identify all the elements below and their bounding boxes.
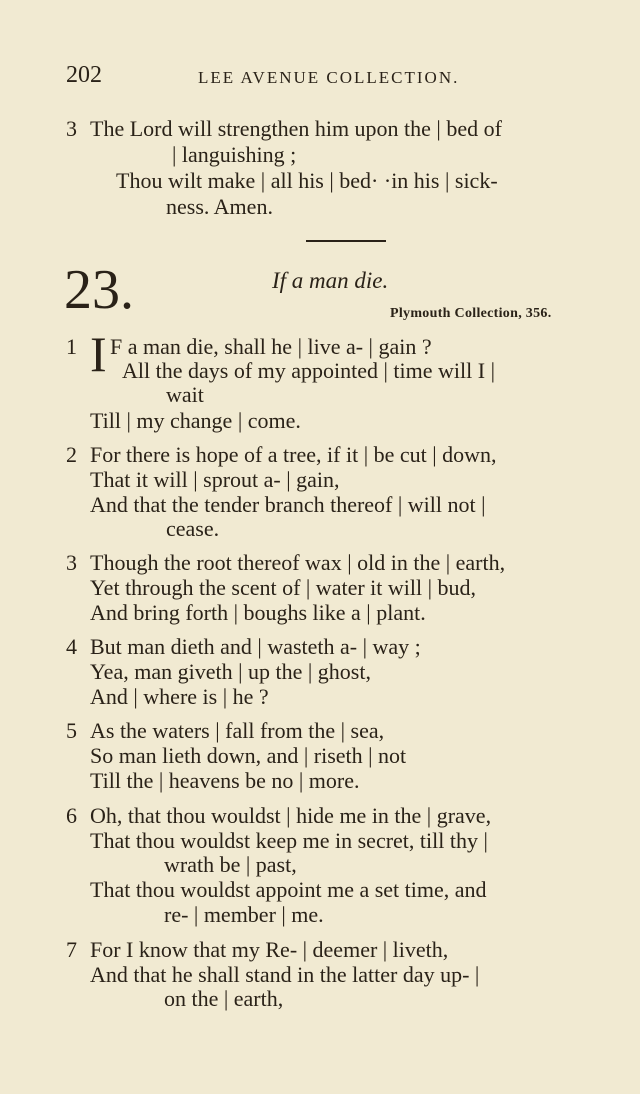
verse-line: So man lieth down, and | riseth | not xyxy=(90,743,407,768)
verse-line: But man dieth and | wasteth a- | way ; xyxy=(90,634,421,659)
prev-verse-number: 3 xyxy=(66,116,77,141)
verse-line: Though the root thereof wax | old in the | earth, xyxy=(90,550,506,575)
verse-number: 5 xyxy=(66,718,77,743)
verse-line: cease. xyxy=(166,516,220,541)
hymn-title: If a man die. xyxy=(272,268,389,293)
verse-line: And that he shall stand in the latter day up- | xyxy=(90,962,480,987)
prev-verse-line: ness. Amen. xyxy=(166,194,273,219)
verse-number: 1 xyxy=(66,334,77,359)
verse-line: And bring forth | boughs like a | plant. xyxy=(90,600,426,625)
drop-cap: I xyxy=(90,326,107,382)
verse-line: Yea, man giveth | up the | ghost, xyxy=(90,659,371,684)
verse-line: That it will | sprout a- | gain, xyxy=(90,467,340,492)
verse-line: F a man die, shall he | live a- | gain ? xyxy=(110,334,432,359)
verse-line: re- | member | me. xyxy=(164,902,324,927)
verse-line: Till the | heavens be no | more. xyxy=(90,768,360,793)
verse-number: 6 xyxy=(66,803,77,828)
verse-line: Yet through the scent of | water it will | bud, xyxy=(90,575,477,600)
verse-line: And that the tender branch thereof | will not | xyxy=(90,492,486,517)
prev-verse-line: The Lord will strengthen him upon the | bed of xyxy=(90,116,502,141)
prev-verse-line: Thou wilt make | all his | bed· ·in his | sick- xyxy=(116,168,498,193)
hymn-source: Plymouth Collection, 356. xyxy=(390,306,552,321)
page-header xyxy=(66,62,626,92)
verse-line: That thou wouldst keep me in secret, till thy | xyxy=(90,828,488,853)
verse-line: wrath be | past, xyxy=(164,852,297,877)
running-title: LEE AVENUE COLLECTION. xyxy=(198,68,460,87)
hymn-number: 23. xyxy=(64,259,134,321)
prev-verse-line: | languishing ; xyxy=(172,142,297,167)
section-divider xyxy=(306,240,386,242)
verse-line: Oh, that thou wouldst | hide me in the | grave, xyxy=(90,803,492,828)
verse-number: 3 xyxy=(66,550,77,575)
verse-number: 2 xyxy=(66,442,77,467)
verse-line: For I know that my Re- | deemer | liveth, xyxy=(90,937,449,962)
verse-line: wait xyxy=(166,382,204,407)
page-number: 202 xyxy=(66,62,102,88)
verse-line: For there is hope of a tree, if it | be cut | down, xyxy=(90,442,497,467)
verse-line: That thou wouldst appoint me a set time, and xyxy=(90,877,487,902)
verse-line: As the waters | fall from the | sea, xyxy=(90,718,385,743)
verse-line: on the | earth, xyxy=(164,986,284,1011)
verse-line: Till | my change | come. xyxy=(90,408,301,433)
verse-number: 7 xyxy=(66,937,77,962)
verse-line: All the days of my appointed | time will I | xyxy=(122,358,495,383)
verse-line: And | where is | he ? xyxy=(90,684,269,709)
verse-number: 4 xyxy=(66,634,77,659)
